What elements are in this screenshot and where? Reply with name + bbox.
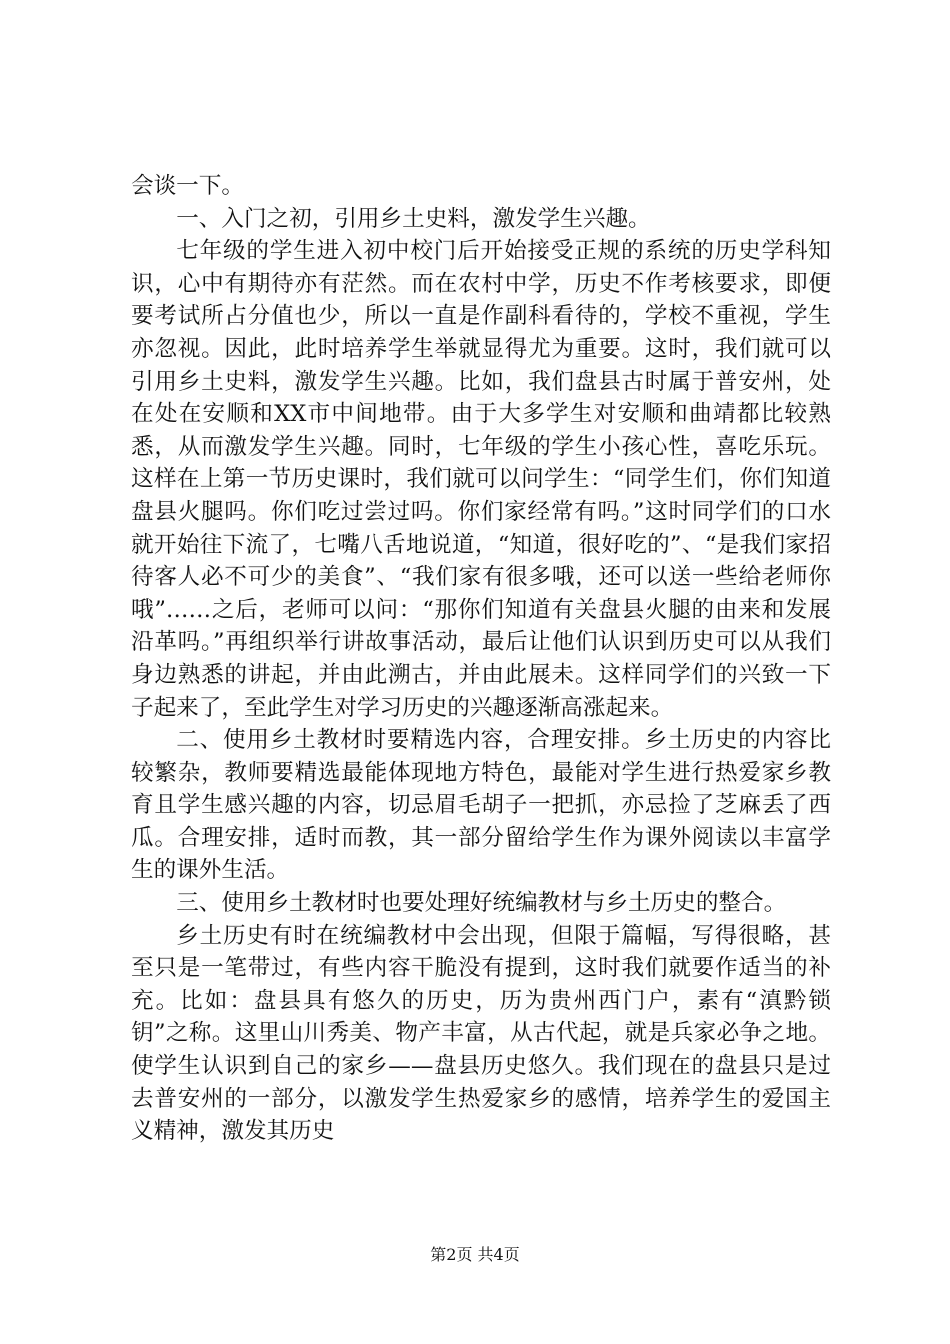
section-heading-3: 三、使用乡土教材时也要处理好统编教材与乡土历史的整合。 xyxy=(176,890,787,917)
paragraph-continuation: 会谈一下。 xyxy=(131,173,244,199)
section-heading-1: 一、入门之初，引用乡土史料，激发学生兴趣。 xyxy=(176,205,651,232)
paragraph-section-3: 乡土历史有时在统编教材中会出现，但限于篇幅，写得很略，甚至只是一笔带过，有些内容干脆没有提到，这时我们就要作适当的补充。比如：盘县具有悠久的历史，历为贵州西门户，素有“滇黔锁钥”之称。这里山川秀美、物产丰富，从古代起，就是兵家必争之地。使学生认识到自己的家乡——盘县历史悠久。我们现在的盘县只是过去普安州的一部分，以激发学生热爱家乡的感情，培养学生的爱国主义精神，激发其历史 xyxy=(131,922,831,1145)
body-text xyxy=(131,170,831,1148)
page-footer: 第2页 共4页 xyxy=(430,1245,520,1264)
section-heading-2: 二、使用乡土教材时要精选内容，合理安排。乡土历史的内容比较繁杂，教师要精选最能体现地方特色，最能对学生进行热爱家乡教育且学生感兴趣的内容，切忌眉毛胡子一把抓，亦忌捡了芝麻丢了西瓜。合理安排，适时而教，其一部分留给学生作为课外阅读以丰富学生的课外生活。 xyxy=(131,727,831,884)
paragraph-section-1: 七年级的学生进入初中校门后开始接受正规的系统的历史学科知识，心中有期待亦有茫然。而在农村中学，历史不作考核要求，即便要考试所占分值也少，所以一直是作副科看待的，学校不重视，学生亦忽视。因此，此时培养学生举就显得尤为重要。这时，我们就可以引用乡土史料，激发学生兴趣。比如，我们盘县古时属于普安州，处在处在安顺和XX市中间地带。由于大多学生对安顺和曲靖都比较熟悉，从而激发学生兴趣。同时，七年级的学生小孩心性，喜吃乐玩。这样在上第一节历史课时，我们就可以问学生：“同学生们，你们知道盘县火腿吗。你们吃过尝过吗。你们家经常有吗。”这时同学们的口水就开始往下流了，七嘴八舌地说道，“知道，很好吃的”、“是我们家招待客人必不可少的美食”、“我们家有很多哦，还可以送一些给老师你哦”……之后，老师可以问：“那你们知道有关盘县火腿的由来和发展沿革吗。”再组织举行讲故事活动，最后让他们认识到历史可以从我们身边熟悉的讲起，并由此溯古，并由此展未。这样同学们的兴致一下子起来了，至此学生对学习历史的兴趣逐渐高涨起来。 xyxy=(131,238,831,721)
